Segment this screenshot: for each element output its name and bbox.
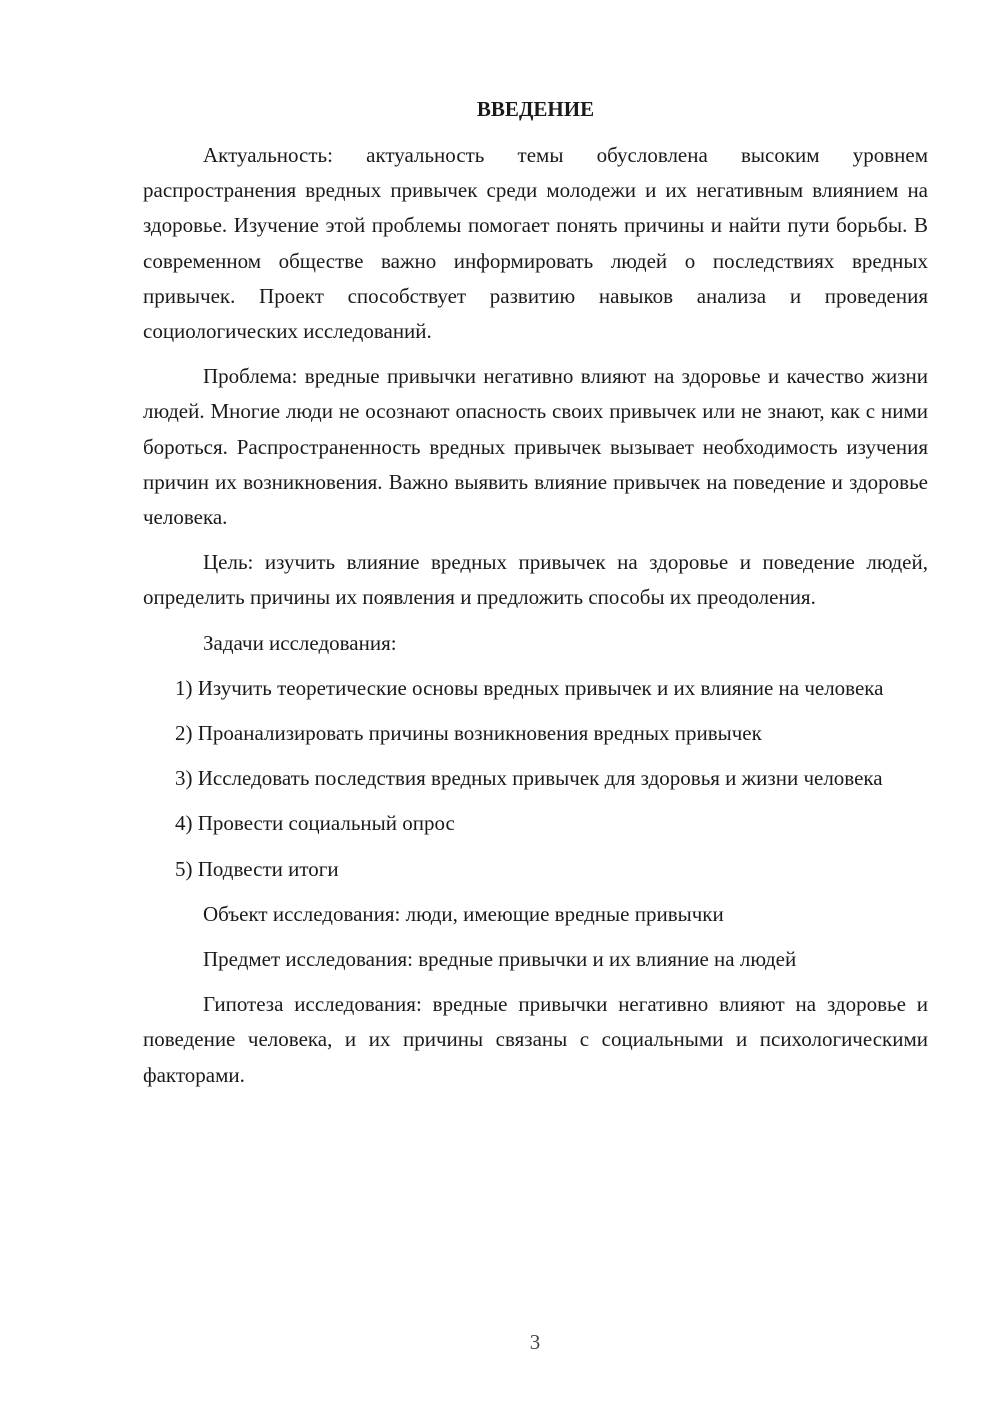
goal-paragraph: Цель: изучить влияние вредных привычек на здоровье и поведение людей, определить причины их появления и предложить способы их преодоления. <box>143 550 928 610</box>
task-item-4: 4) Провести социальный опрос <box>175 811 455 836</box>
section-heading: ВВЕДЕНИЕ <box>476 97 595 121</box>
research-hypothesis: Гипотеза исследования: вредные привычки негативно влияют на здоровье и поведение человека, и их причины связаны с социальными и психологическими факторами. <box>143 992 928 1087</box>
problem-paragraph: Проблема: вредные привычки негативно влияют на здоровье и качество жизни людей. Многие люди не осознают опасность своих привычек или не знают, как с ними бороться. Распространенность вредных привычек вызывает необходимость изучения причин их возникновения. Важно выявить влияние привычек на поведение и здоровье человека. <box>143 364 928 530</box>
task-item-3: 3) Исследовать последствия вредных привычек для здоровья и жизни человека <box>175 766 883 791</box>
research-object: Объект исследования: люди, имеющие вредные привычки <box>203 901 724 926</box>
tasks-title: Задачи исследования: <box>203 630 397 655</box>
page-number: 3 <box>529 1330 541 1354</box>
document-body <box>143 92 928 1103</box>
task-item-1: 1) Изучить теоретические основы вредных привычек и их влияние на человека <box>175 675 884 700</box>
research-subject: Предмет исследования: вредные привычки и их влияние на людей <box>203 947 797 972</box>
relevance-paragraph: Актуальность: актуальность темы обусловлена высоким уровнем распространения вредных привычек среди молодежи и их негативным влиянием на здоровье. Изучение этой проблемы помогает понять причины и найти пути борьбы. В современном обществе важно информировать людей о последствиях вредных привычек. Проект способствует развитию навыков анализа и проведения социологических исследований. <box>143 143 928 344</box>
task-item-5: 5) Подвести итоги <box>175 856 339 881</box>
task-item-2: 2) Проанализировать причины возникновения вредных привычек <box>175 721 762 746</box>
